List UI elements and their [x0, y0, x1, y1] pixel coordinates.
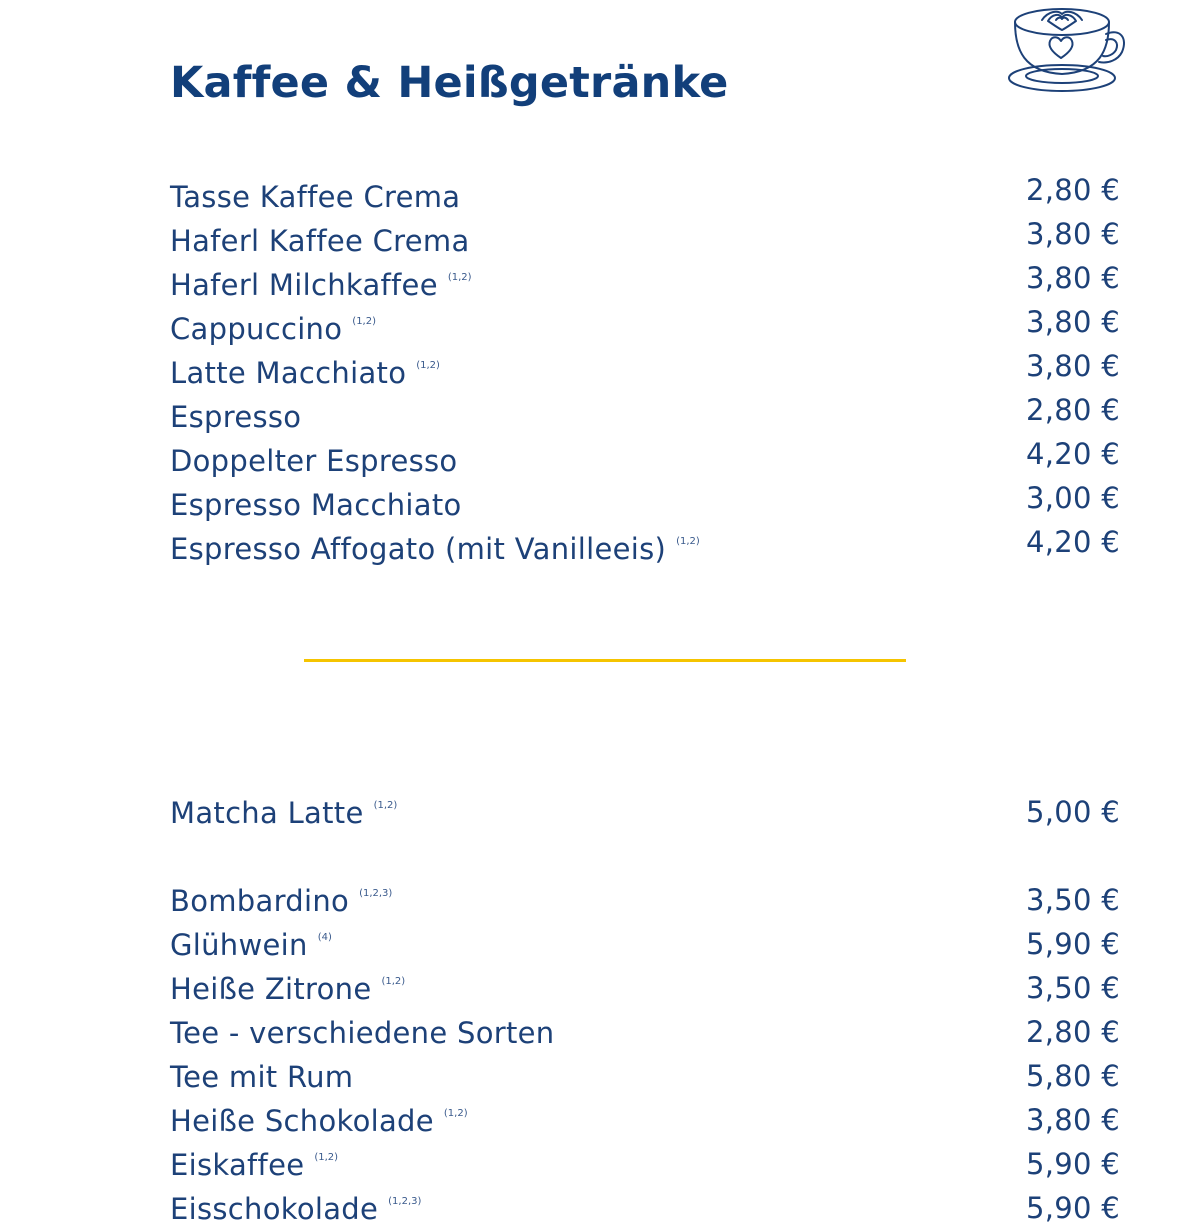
allergen-note: (1,2) [416, 360, 440, 371]
item-name: Eiskaffee $^{(1,2)}$ [170, 1148, 339, 1182]
item-price: 5,90 € [1025, 1147, 1120, 1181]
menu-item [170, 434, 1120, 478]
allergen-note: (1,2) [381, 976, 406, 987]
item-name: Cappuccino $^{(1,2)}$ [170, 312, 377, 346]
item-name: Espresso Affogato (mit Vanilleeis) $^{(1,2)}$ [170, 532, 700, 566]
item-name: Haferl Milchkaffee $^{(1,2)}$ [170, 268, 472, 302]
coffee-cup-heart-icon [1000, 0, 1130, 104]
item-price: 5,90 € [1025, 927, 1120, 961]
allergen-note: (1,2,3) [359, 888, 393, 899]
menu-item [170, 962, 1120, 1006]
allergen-note: (4) [317, 932, 332, 943]
item-price: 2,80 € [1025, 393, 1120, 427]
item-price: 5,80 € [1025, 1059, 1120, 1093]
item-name: Matcha Latte $^{(1,2)}$ [170, 796, 398, 830]
item-name: Tee mit Rum [170, 1060, 354, 1094]
item-price: 3,80 € [1025, 217, 1120, 251]
section-divider [304, 659, 906, 662]
item-name: Espresso [170, 400, 302, 434]
menu-item [170, 1006, 1120, 1050]
item-price: 2,80 € [1025, 1015, 1120, 1049]
menu-item [170, 918, 1120, 962]
allergen-note: (1,2) [676, 536, 700, 547]
item-name: Bombardino $^{(1,2,3)}$ [170, 884, 393, 918]
item-price: 3,00 € [1025, 481, 1120, 515]
item-price: 2,80 € [1025, 173, 1120, 207]
item-name: Tasse Kaffee Crema [170, 180, 461, 214]
item-name: Espresso Macchiato [170, 488, 462, 522]
menu-item [170, 478, 1120, 522]
item-price: 3,80 € [1025, 305, 1120, 339]
item-price: 4,20 € [1025, 525, 1120, 559]
item-price: 4,20 € [1025, 437, 1120, 471]
allergen-note: (1,2,3) [388, 1196, 422, 1207]
item-name: Haferl Kaffee Crema [170, 224, 470, 258]
allergen-note: (1,2) [443, 1108, 468, 1119]
menu-item [170, 1182, 1120, 1226]
menu-item [170, 1050, 1120, 1094]
item-name: Heiße Schokolade $^{(1,2)}$ [170, 1104, 468, 1138]
menu-item [170, 874, 1120, 918]
item-price: 3,80 € [1025, 261, 1120, 295]
item-name: Doppelter Espresso [170, 444, 458, 478]
item-name: Eisschokolade $^{(1,2,3)}$ [170, 1192, 422, 1226]
menu-item [170, 522, 1120, 566]
item-price: 5,00 € [1025, 795, 1120, 829]
menu-item [170, 1094, 1120, 1138]
menu-item [170, 390, 1120, 434]
item-price: 3,50 € [1025, 883, 1120, 917]
menu-item [170, 302, 1120, 346]
menu-item [170, 346, 1120, 390]
item-name: Tee - verschiedene Sorten [170, 1016, 555, 1050]
menu-item [170, 214, 1120, 258]
menu-item [170, 1138, 1120, 1182]
menu-item [170, 258, 1120, 302]
item-price: 3,80 € [1025, 1103, 1120, 1137]
allergen-note: (1,2) [352, 316, 377, 327]
allergen-note: (1,2) [314, 1152, 339, 1163]
allergen-note: (1,2) [373, 800, 398, 811]
allergen-note: (1,2) [447, 272, 472, 283]
item-price: 3,80 € [1025, 349, 1120, 383]
item-name: Glühwein $^{(4)}$ [170, 928, 332, 962]
menu-item [170, 786, 1120, 830]
item-price: 5,90 € [1025, 1191, 1120, 1225]
item-name: Heiße Zitrone $^{(1,2)}$ [170, 972, 406, 1006]
menu-title: Kaffee & Heißgetränke [170, 58, 729, 108]
item-name: Latte Macchiato $^{(1,2)}$ [170, 356, 440, 390]
menu-item [170, 170, 1120, 214]
item-price: 3,50 € [1025, 971, 1120, 1005]
